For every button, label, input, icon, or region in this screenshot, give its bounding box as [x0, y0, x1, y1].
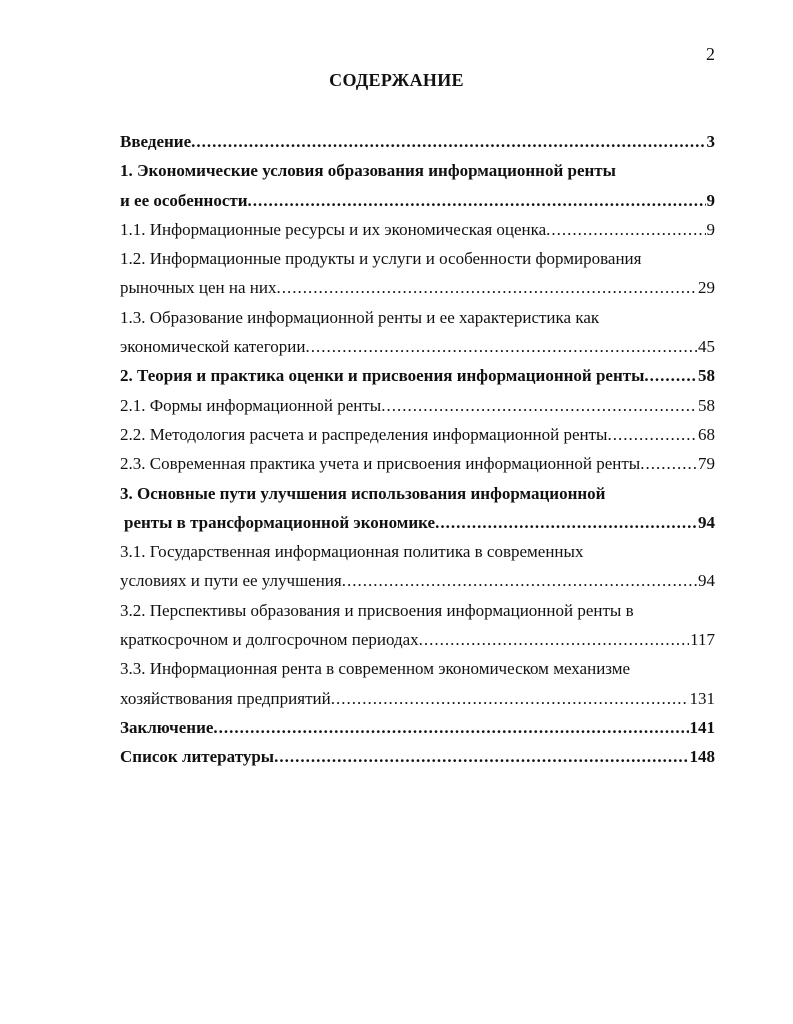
leader-dots — [274, 742, 688, 771]
toc-entry — [120, 654, 715, 683]
toc-entry — [120, 449, 715, 478]
toc-entry — [120, 127, 715, 156]
toc-entry — [120, 420, 715, 449]
toc-entry-text: ренты в трансформационной экономике — [124, 512, 436, 532]
leader-dots — [419, 625, 689, 654]
leader-dots — [435, 508, 697, 537]
toc-entry-text: 2.2. Методология расчета и распределения информационной ренты — [120, 424, 608, 444]
toc-entry — [120, 186, 715, 215]
toc-entry-page: 9 — [706, 219, 715, 239]
toc-entry-text: хозяйствования предприятий — [120, 688, 331, 708]
page-number: 2 — [706, 44, 715, 64]
toc-entry-text: 3.2. Перспективы образования и присвоения информационной ренты в — [120, 600, 634, 620]
toc-entry-text: экономической категории — [120, 337, 306, 357]
leader-dots — [644, 361, 697, 390]
toc-entry-text: Заключение — [120, 717, 214, 737]
toc-entry-text: 2.1. Формы информационной ренты — [120, 395, 382, 415]
toc-entry-page: 141 — [689, 717, 715, 737]
toc-entry-text: Список литературы — [120, 747, 275, 767]
toc-entry — [120, 742, 715, 771]
leader-dots — [546, 215, 705, 244]
toc-entry-text: 1.3. Образование информационной ренты и ее характеристика как — [120, 307, 600, 327]
toc-entry-page: 29 — [698, 278, 715, 298]
toc-entry — [120, 713, 715, 742]
toc-entry — [120, 596, 715, 625]
leader-dots — [640, 449, 697, 478]
leader-dots — [331, 684, 689, 713]
leader-dots — [381, 391, 697, 420]
toc-entry-text: Введение — [120, 132, 192, 151]
toc-entry — [120, 215, 715, 244]
toc-entry-text: 1.1. Информационные ресурсы и их экономическая оценка — [120, 219, 547, 239]
toc-entry-text: 3. Основные пути улучшения использования информационной — [120, 483, 606, 503]
page-title: СОДЕРЖАНИЕ — [329, 70, 464, 90]
toc-entry-text: 1.2. Информационные продукты и услуги и особенности формирования — [120, 249, 642, 269]
toc-entry — [120, 156, 715, 185]
table-of-contents — [120, 127, 715, 772]
toc-entry-page: 45 — [698, 337, 715, 357]
toc-entry-page: 68 — [698, 424, 715, 444]
toc-entry — [120, 303, 715, 332]
toc-entry-text: 2. Теория и практика оценки и присвоения информационной ренты — [120, 366, 645, 386]
toc-entry-text: 3.1. Государственная информационная политика в современных — [120, 542, 584, 562]
toc-entry — [120, 537, 715, 566]
toc-entry-text: 3.3. Информационная рента в современном экономическом механизме — [120, 659, 631, 679]
toc-entry — [120, 684, 715, 713]
toc-entry-text: краткосрочном и долгосрочном периодах — [120, 630, 419, 650]
toc-entry-page: 94 — [698, 571, 715, 591]
toc-entry-page: 117 — [690, 630, 715, 650]
toc-entry — [120, 625, 715, 654]
toc-entry — [120, 479, 715, 508]
toc-entry-page: 148 — [689, 747, 715, 767]
leader-dots — [305, 332, 697, 361]
toc-entry-page: 3 — [706, 132, 715, 151]
toc-entry-text: 1. Экономические условия образования информационной ренты — [120, 161, 616, 181]
leader-dots — [276, 273, 697, 302]
leader-dots — [248, 186, 706, 215]
leader-dots — [191, 127, 705, 156]
toc-entry-page: 9 — [706, 190, 715, 210]
toc-entry-page: 79 — [698, 454, 715, 474]
toc-entry — [120, 273, 715, 302]
toc-entry — [120, 332, 715, 361]
toc-entry-text: условиях и пути ее улучшения — [120, 571, 342, 591]
toc-entry — [120, 508, 715, 537]
leader-dots — [213, 713, 688, 742]
toc-entry-page: 94 — [698, 512, 715, 532]
toc-entry-text: рыночных цен на них — [120, 278, 277, 298]
leader-dots — [342, 566, 697, 595]
toc-entry — [120, 391, 715, 420]
toc-entry-text: 2.3. Современная практика учета и присвоения информационной ренты — [120, 454, 641, 474]
toc-entry — [120, 361, 715, 390]
toc-entry-page: 58 — [698, 366, 715, 386]
toc-entry-page: 131 — [689, 688, 715, 708]
toc-entry — [120, 566, 715, 595]
toc-entry — [120, 244, 715, 273]
toc-entry-page: 58 — [698, 395, 715, 415]
leader-dots — [607, 420, 697, 449]
toc-entry-text: и ее особенности — [120, 190, 248, 210]
